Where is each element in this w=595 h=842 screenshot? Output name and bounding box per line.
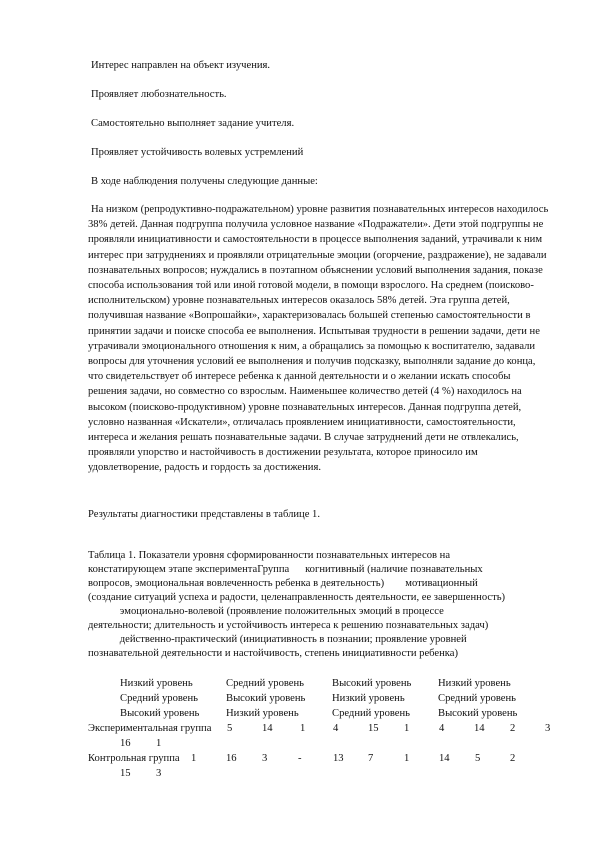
table-cell: 16: [226, 753, 237, 764]
level-header: Средний уровень: [226, 678, 305, 689]
table-caption-line-1: Таблица 1. Показатели уровня сформированности познавательных интересов на: [88, 550, 451, 561]
main-paragraph: На низком (репродуктивно-подражательном) уровне развития познавательных интересов находилось 38% детей. Данная подгруппа получила условное название «Подражатели». Дети этой подгруппы не проявляли инициативности и самостоятельности в процессе выполнения заданий, утрачивали к ним интерес при затруднениях и проявляли отрицательные эмоции (огорчение, раздражение), не задавали познавательных вопросов; нуждались в поэтапном объяснении условий выполнения задания, показе способа использования той или иной готовой модели, в помощи взрослого. На среднем (поисково-исполнительском) уровне познавательных интересов оказалось 58% детей. Эта группа детей, получившая название «Вопрошайки», характеризовалась большей степенью самостоятельности в принятии задачи и поиске способа ее выполнения. Испытывая трудности в решении задачи, дети не утрачивали эмоционального отношения к ним, а обращались за помощью к воспитателю, задавали вопросы для уточнения условий ее выполнения и получив подсказку, выполняли задание до конца, что свидетельствует об интересе ребенка к данной деятельности и о желании искать способы решения задачи, но совместно со взрослым. Наименьшее количество детей (4 %) находилось на высоком (поисково-продуктивном) уровне познавательных интересов. Данная подгруппа детей, условно названная «Искатели», отличалась проявлением инициативности, самостоятельности, интереса и желания решать познавательные задачи. В случае затруднений дети не отвлекались, проявляли упорство и настойчивость в достижении результата, которое приносило им удовлетворение, радость и гордость за достижения.: [88, 204, 549, 474]
table-caption-line-8: познавательной деятельности и настойчивость, степень инициативности ребенка): [88, 648, 458, 659]
criterion-line-4: Проявляет устойчивость волевых устремлений: [91, 147, 304, 158]
table-cell: 4: [439, 723, 445, 734]
table-cell: 5: [475, 753, 481, 764]
table-caption-line-2: констатирующем этапе экспериментаГруппа когнитивный (наличие познавательных: [88, 564, 483, 575]
table-cell: 1: [300, 723, 306, 734]
table-caption-line-3: вопросов, эмоциональная вовлеченность ребенка в деятельность) мотивационный: [88, 578, 478, 589]
table-cell: 1: [404, 753, 410, 764]
level-header: Низкий уровень: [438, 678, 511, 689]
level-header: Низкий уровень: [332, 693, 405, 704]
table-cell: 1: [404, 723, 410, 734]
observation-intro-line: В ходе наблюдения получены следующие данные:: [91, 176, 318, 187]
table-cell: 5: [227, 723, 233, 734]
table-cell: 16: [120, 738, 131, 749]
level-header: Низкий уровень: [120, 678, 193, 689]
results-line: Результаты диагностики представлены в таблице 1.: [88, 509, 321, 520]
table-caption-line-4: (создание ситуаций успеха и радости, целенаправленность деятельности, ее завершенность): [88, 592, 506, 603]
row-label-experimental: Экспериментальная группа: [88, 723, 212, 734]
table-cell: 2: [510, 723, 516, 734]
table-cell: 14: [474, 723, 485, 734]
table-cell: 4: [333, 723, 339, 734]
table-cell: 3: [156, 768, 162, 779]
table-caption-line-6: деятельности; длительность и устойчивость интереса к решению познавательных задач): [88, 620, 489, 631]
table-cell: -: [298, 753, 302, 764]
criterion-line-1: Интерес направлен на объект изучения.: [91, 60, 271, 71]
table-cell: 14: [439, 753, 450, 764]
level-header: Высокий уровень: [438, 708, 518, 719]
level-header: Низкий уровень: [226, 708, 299, 719]
level-header: Средний уровень: [438, 693, 517, 704]
table-cell: 7: [368, 753, 374, 764]
level-header: Высокий уровень: [226, 693, 306, 704]
table-cell: 2: [510, 753, 516, 764]
table-cell: 1: [156, 738, 162, 749]
table-cell: 14: [262, 723, 273, 734]
table-caption-line-5: эмоционально-волевой (проявление положительных эмоций в процессе: [88, 606, 444, 617]
table-cell: 1: [191, 753, 197, 764]
table-cell: 13: [333, 753, 344, 764]
level-header: Высокий уровень: [120, 708, 200, 719]
criterion-line-3: Самостоятельно выполняет задание учителя.: [91, 118, 295, 129]
row-label-control: Контрольная группа: [88, 753, 180, 764]
table-cell: 3: [545, 723, 551, 734]
level-header: Средний уровень: [332, 708, 411, 719]
criterion-line-2: Проявляет любознательность.: [91, 89, 227, 100]
level-header: Средний уровень: [120, 693, 199, 704]
level-header: Высокий уровень: [332, 678, 412, 689]
table-cell: 3: [262, 753, 268, 764]
table-cell: 15: [120, 768, 131, 779]
table-cell: 15: [368, 723, 379, 734]
table-caption-line-7: действенно-практический (инициативность в познании; проявление уровней: [88, 634, 467, 645]
